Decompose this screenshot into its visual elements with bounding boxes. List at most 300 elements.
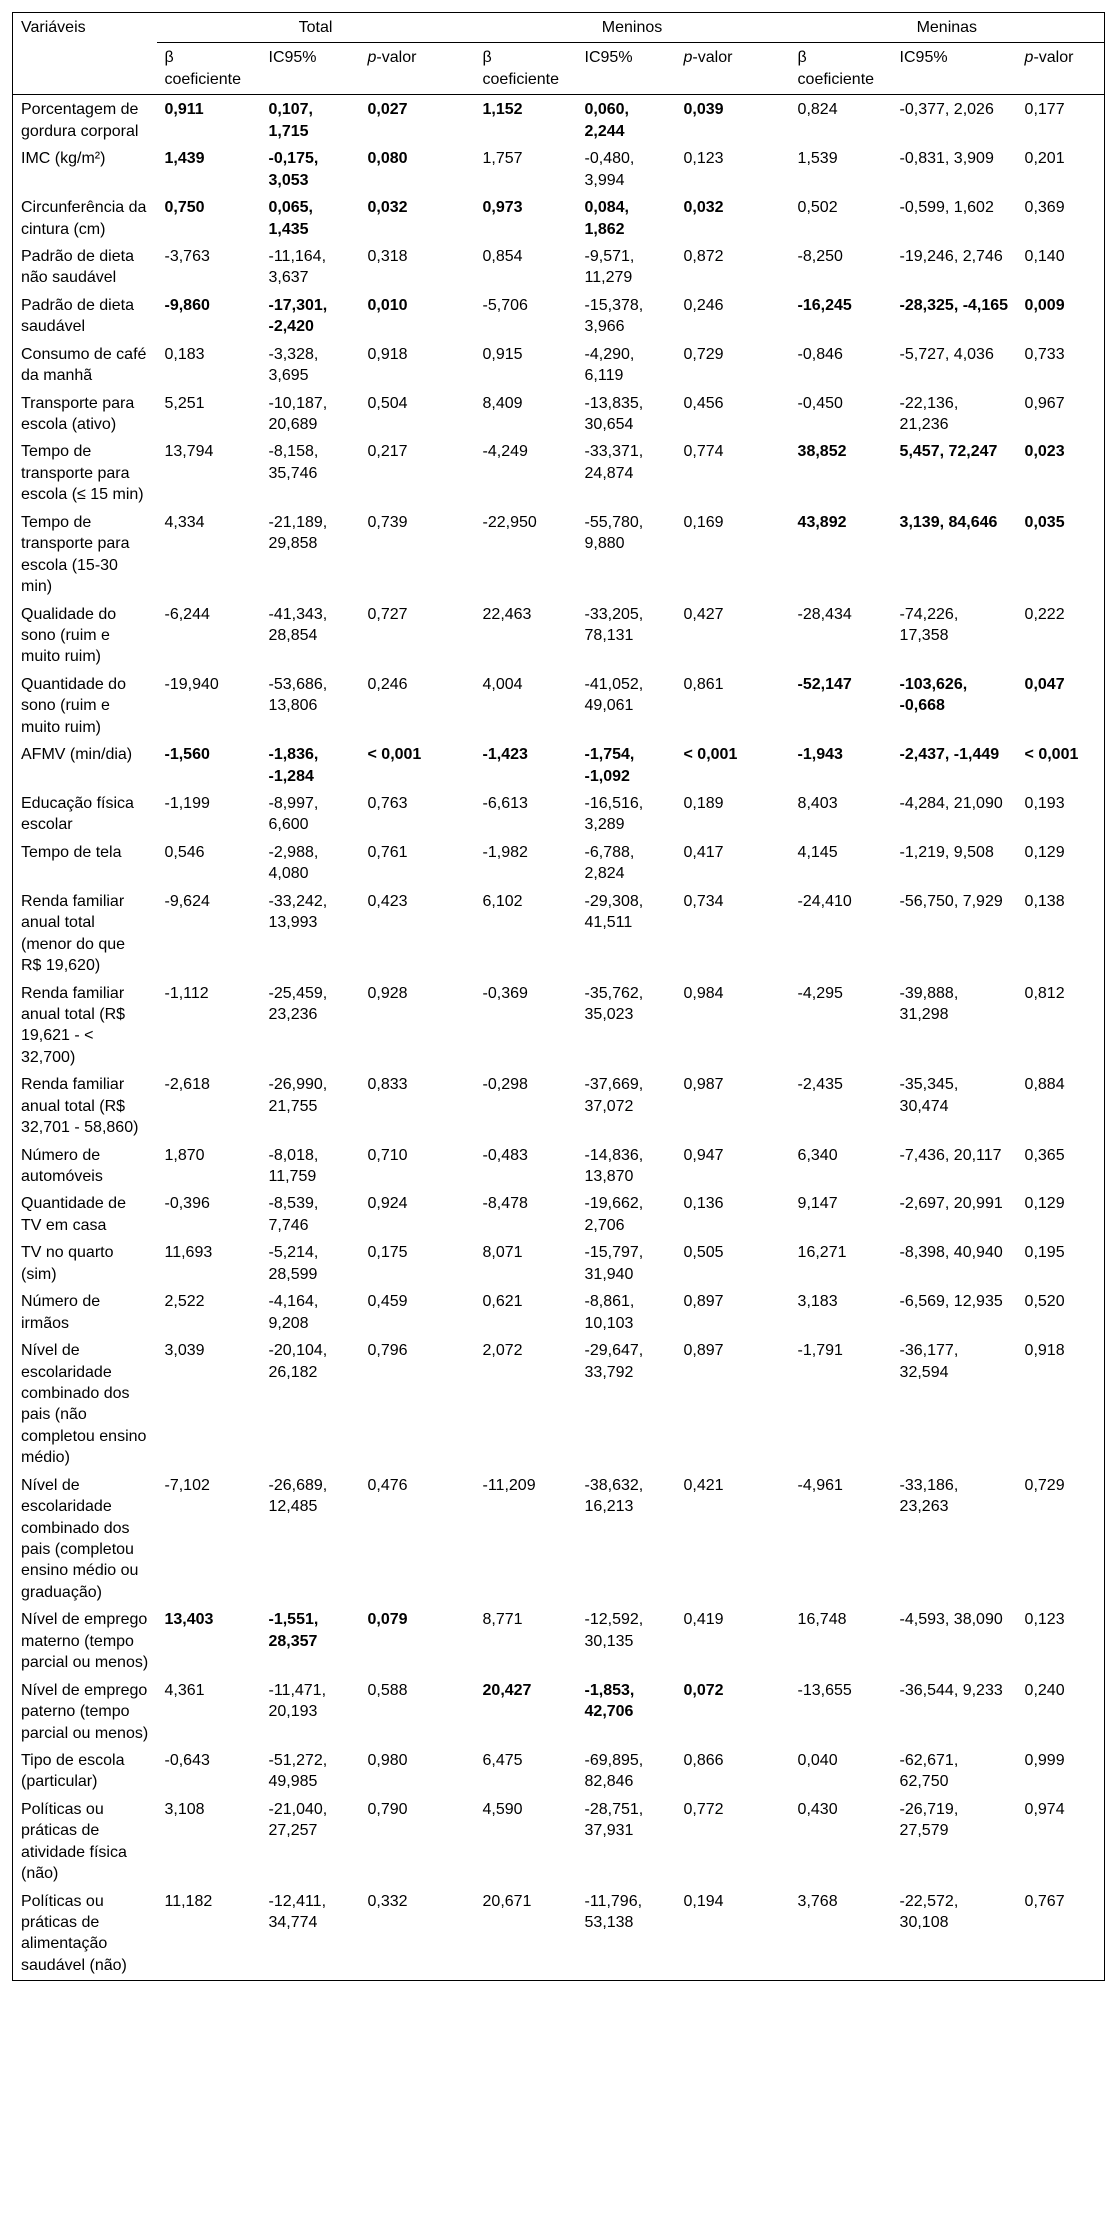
- cell-total-p-value: < 0,001: [367, 746, 422, 764]
- cell-total-beta: 1,870: [164, 1146, 205, 1164]
- cell-boys-beta: 0,854: [482, 247, 523, 265]
- cell-girls-ic95: -22,136, 21,236: [899, 394, 959, 433]
- cell-total-beta: 4,361: [164, 1681, 205, 1699]
- cell-boys-beta: -6,613: [482, 795, 528, 812]
- cell-girls-p-value: 0,193: [1024, 795, 1065, 812]
- cell-girls-ic95: -36,177, 32,594: [899, 1342, 959, 1381]
- cell-total-p-value: 0,739: [367, 513, 408, 531]
- cell-girls-ic95: -6,569, 12,935: [899, 1293, 1003, 1311]
- cell-total-ic95: -20,104, 26,182: [268, 1342, 328, 1381]
- cell-total-p-value: 0,032: [367, 199, 408, 217]
- cell-girls-p-value: 0,520: [1024, 1293, 1065, 1311]
- cell-boys-beta: 20,671: [482, 1892, 532, 1910]
- cell-total-p-value: 0,027: [367, 101, 408, 119]
- header-group-boys: Meninos: [475, 13, 790, 43]
- cell-boys-ic95: -1,853, 42,706: [584, 1681, 635, 1721]
- cell-total-beta: -0,643: [164, 1751, 210, 1769]
- cell-boys-beta: -8,478: [482, 1195, 528, 1213]
- cell-boys-p-value: < 0,001: [683, 746, 738, 764]
- cell-girls-beta: 4,145: [797, 843, 838, 861]
- cell-total-ic95: -17,301, -2,420: [268, 296, 328, 336]
- cell-total-p-value: 0,761: [367, 843, 408, 861]
- cell-girls-ic95: -2,697, 20,991: [899, 1195, 1003, 1213]
- header-p-value-suffix: -valor: [1033, 49, 1074, 67]
- cell-total-beta: -1,112: [164, 984, 209, 1002]
- cell-boys-p-value: 0,427: [683, 605, 724, 623]
- cell-total-beta: 4,334: [164, 513, 205, 531]
- cell-total-ic95: -11,164, 3,637: [268, 247, 327, 287]
- cell-total-ic95: -21,189, 29,858: [268, 513, 328, 553]
- cell-total-p-value: 0,332: [367, 1892, 408, 1910]
- cell-total-ic95: -2,988, 4,080: [268, 843, 319, 883]
- cell-girls-p-value: 0,177: [1024, 101, 1065, 119]
- cell-boys-ic95: -29,308, 41,511: [584, 892, 644, 932]
- cell-total-beta: 3,108: [164, 1800, 205, 1818]
- cell-boys-beta: 2,072: [482, 1342, 523, 1360]
- variable-name: Renda familiar anual total (R$ 19,621 - < 32,700): [21, 984, 126, 1066]
- cell-boys-ic95: -6,788, 2,824: [584, 843, 635, 883]
- cell-boys-beta: 8,771: [482, 1611, 523, 1629]
- cell-girls-ic95: -0,831, 3,909: [899, 150, 994, 168]
- header-group-girls: Meninas: [790, 13, 1105, 43]
- cell-boys-beta: 6,475: [482, 1751, 523, 1769]
- cell-boys-p-value: 0,417: [683, 843, 724, 861]
- variable-name: Padrão de dieta não saudável: [21, 247, 134, 287]
- cell-girls-beta: 16,271: [797, 1244, 847, 1262]
- cell-total-ic95: -8,018, 11,759: [268, 1146, 319, 1185]
- header-p-value: [360, 43, 475, 95]
- table-row: [13, 510, 1105, 602]
- cell-boys-ic95: -1,754, -1,092: [584, 746, 635, 785]
- table-row: [13, 1240, 1105, 1289]
- cell-total-beta: -9,860: [164, 296, 210, 314]
- cell-boys-beta: -1,423: [482, 746, 528, 764]
- cell-boys-beta: 6,102: [482, 892, 523, 910]
- results-table-container: [12, 12, 1104, 1981]
- cell-girls-ic95: -19,246, 2,746: [899, 247, 1003, 265]
- cell-boys-ic95: -19,662, 2,706: [584, 1195, 644, 1234]
- table-row: [13, 981, 1105, 1073]
- variable-name: Tempo de transporte para escola (≤ 15 min): [21, 443, 144, 504]
- cell-girls-beta: 16,748: [797, 1611, 847, 1629]
- variable-name: Qualidade do sono (ruim e muito ruim): [21, 605, 117, 666]
- cell-girls-p-value: 0,812: [1024, 984, 1065, 1002]
- cell-boys-ic95: 0,084, 1,862: [584, 199, 629, 238]
- cell-girls-ic95: -2,437, -1,449: [899, 746, 1000, 764]
- cell-total-beta: 13,794: [164, 443, 214, 461]
- table-row: [13, 1473, 1105, 1608]
- cell-girls-beta: 0,430: [797, 1800, 838, 1818]
- cell-girls-beta: -13,655: [797, 1681, 852, 1699]
- cell-boys-ic95: -15,797, 31,940: [584, 1244, 644, 1283]
- cell-girls-ic95: -7,436, 20,117: [899, 1146, 1002, 1164]
- cell-girls-p-value: 0,129: [1024, 843, 1065, 861]
- variable-name: Circunferência da cintura (cm): [21, 199, 147, 238]
- table-row: [13, 672, 1105, 742]
- cell-boys-ic95: -33,205, 78,131: [584, 605, 644, 644]
- cell-girls-p-value: < 0,001: [1024, 746, 1079, 764]
- cell-girls-ic95: -0,599, 1,602: [899, 199, 994, 217]
- cell-total-p-value: 0,790: [367, 1800, 408, 1818]
- cell-boys-p-value: 0,419: [683, 1611, 724, 1629]
- cell-girls-ic95: -8,398, 40,940: [899, 1244, 1003, 1262]
- table-row: [13, 1678, 1105, 1748]
- cell-total-ic95: -41,343, 28,854: [268, 605, 328, 644]
- header-sub-row: [13, 43, 1105, 95]
- table-row: [13, 1143, 1105, 1192]
- cell-boys-ic95: -29,647, 33,792: [584, 1342, 644, 1381]
- cell-total-beta: 0,183: [164, 345, 205, 363]
- cell-boys-beta: 4,590: [482, 1800, 523, 1818]
- cell-boys-beta: -4,249: [482, 443, 528, 461]
- cell-girls-beta: 0,040: [797, 1751, 838, 1769]
- cell-total-ic95: -51,272, 49,985: [268, 1751, 328, 1791]
- cell-boys-p-value: 0,987: [683, 1076, 724, 1094]
- cell-total-ic95: -25,459, 23,236: [268, 984, 328, 1023]
- variable-name: Renda familiar anual total (menor do que R$ 19,620): [21, 892, 126, 975]
- cell-girls-p-value: 0,733: [1024, 345, 1065, 363]
- cell-boys-p-value: 0,897: [683, 1293, 724, 1311]
- cell-girls-beta: -0,450: [797, 394, 843, 412]
- cell-boys-ic95: -28,751, 37,931: [584, 1800, 644, 1840]
- table-row: [13, 1072, 1105, 1142]
- variable-name: Tempo de tela: [21, 843, 122, 861]
- cell-total-beta: 3,039: [164, 1342, 205, 1360]
- cell-boys-beta: 0,915: [482, 345, 523, 363]
- cell-girls-p-value: 0,140: [1024, 247, 1065, 265]
- cell-girls-beta: -16,245: [797, 296, 852, 314]
- header-ic95: IC95%: [892, 43, 1017, 95]
- cell-girls-beta: -4,295: [797, 984, 843, 1002]
- cell-total-beta: 5,251: [164, 394, 205, 412]
- variable-name: Quantidade de TV em casa: [21, 1195, 126, 1234]
- cell-total-beta: -3,763: [164, 247, 210, 265]
- cell-girls-p-value: 0,967: [1024, 394, 1065, 412]
- cell-girls-beta: -4,961: [797, 1476, 843, 1494]
- cell-boys-ic95: -69,895, 82,846: [584, 1751, 644, 1791]
- cell-girls-ic95: 5,457, 72,247: [899, 443, 998, 461]
- cell-girls-ic95: -4,284, 21,090: [899, 795, 1003, 812]
- cell-girls-p-value: 0,035: [1024, 513, 1065, 531]
- variable-name: Políticas ou práticas de atividade física (não): [21, 1800, 127, 1883]
- cell-total-beta: -7,102: [164, 1476, 210, 1494]
- header-ic95: IC95%: [261, 43, 360, 95]
- cell-total-beta: 11,693: [164, 1244, 213, 1262]
- header-p-value-italic: p: [367, 49, 377, 67]
- cell-total-ic95: 0,065, 1,435: [268, 199, 313, 238]
- cell-boys-p-value: 0,505: [683, 1244, 724, 1262]
- cell-boys-beta: 8,409: [482, 394, 523, 412]
- cell-total-p-value: 0,727: [367, 605, 408, 623]
- cell-girls-beta: -52,147: [797, 675, 852, 693]
- cell-boys-p-value: 0,189: [683, 795, 724, 812]
- cell-boys-p-value: 0,421: [683, 1476, 724, 1494]
- variable-name: Padrão de dieta saudável: [21, 296, 134, 336]
- cell-girls-ic95: -36,544, 9,233: [899, 1681, 1003, 1699]
- variable-name: Educação física escolar: [21, 795, 134, 834]
- table-row: [13, 1607, 1105, 1677]
- cell-boys-beta: -0,369: [482, 984, 528, 1002]
- variable-name: Consumo de café da manhã: [21, 345, 147, 385]
- variable-name: Políticas ou práticas de alimentação saudável (não): [21, 1892, 127, 1974]
- cell-girls-p-value: 0,884: [1024, 1076, 1065, 1094]
- cell-girls-p-value: 0,767: [1024, 1892, 1065, 1910]
- cell-boys-p-value: 0,169: [683, 513, 724, 531]
- cell-total-ic95: -3,328, 3,695: [268, 345, 319, 385]
- header-beta-coefficient: β coeficiente: [790, 43, 892, 95]
- table-row: [13, 889, 1105, 981]
- cell-total-ic95: 0,107, 1,715: [268, 101, 313, 140]
- cell-girls-beta: 0,824: [797, 101, 838, 119]
- cell-total-beta: 0,546: [164, 843, 205, 861]
- cell-boys-ic95: -0,480, 3,994: [584, 150, 635, 189]
- cell-total-beta: -0,396: [164, 1195, 210, 1213]
- cell-total-beta: -6,244: [164, 605, 210, 623]
- cell-girls-beta: -1,791: [797, 1342, 843, 1360]
- header-p-value-suffix: -valor: [376, 49, 417, 67]
- cell-girls-ic95: -22,572, 30,108: [899, 1892, 959, 1931]
- cell-total-p-value: 0,459: [367, 1293, 408, 1311]
- cell-boys-ic95: -14,836, 13,870: [584, 1146, 644, 1185]
- cell-total-p-value: 0,918: [367, 345, 408, 363]
- cell-total-p-value: 0,246: [367, 675, 408, 693]
- cell-total-p-value: 0,476: [367, 1476, 408, 1494]
- header-p-value-suffix: -valor: [692, 49, 733, 67]
- header-p-value: [676, 43, 790, 95]
- cell-total-beta: -19,940: [164, 675, 219, 693]
- cell-total-p-value: 0,423: [367, 892, 408, 910]
- cell-total-beta: 2,522: [164, 1293, 205, 1311]
- cell-total-p-value: 0,796: [367, 1342, 408, 1360]
- cell-total-p-value: 0,924: [367, 1195, 408, 1213]
- cell-boys-ic95: -41,052, 49,061: [584, 675, 644, 715]
- cell-boys-ic95: -8,861, 10,103: [584, 1293, 635, 1332]
- cell-boys-beta: -11,209: [482, 1476, 536, 1494]
- cell-total-p-value: 0,217: [367, 443, 408, 461]
- cell-total-p-value: 0,010: [367, 296, 408, 314]
- header-group-row: [13, 13, 1105, 43]
- table-row: [13, 791, 1105, 840]
- cell-total-beta: -1,560: [164, 746, 210, 764]
- cell-total-beta: 0,750: [164, 199, 205, 217]
- cell-boys-ic95: -55,780, 9,880: [584, 513, 644, 553]
- cell-boys-ic95: -35,762, 35,023: [584, 984, 644, 1023]
- header-ic95: IC95%: [577, 43, 676, 95]
- cell-boys-ic95: -4,290, 6,119: [584, 345, 635, 385]
- header-beta-coefficient: β coeficiente: [475, 43, 577, 95]
- cell-boys-beta: 8,071: [482, 1244, 523, 1262]
- cell-girls-ic95: -26,719, 27,579: [899, 1800, 959, 1840]
- variable-name: Número de irmãos: [21, 1293, 101, 1332]
- cell-boys-ic95: 0,060, 2,244: [584, 101, 629, 140]
- cell-boys-ic95: -38,632, 16,213: [584, 1476, 644, 1516]
- cell-total-p-value: 0,833: [367, 1076, 408, 1094]
- cell-girls-ic95: -74,226, 17,358: [899, 605, 959, 644]
- table-row: [13, 146, 1105, 195]
- header-group-total: Total: [157, 13, 475, 43]
- cell-girls-ic95: -62,671, 62,750: [899, 1751, 959, 1791]
- cell-girls-p-value: 0,729: [1024, 1476, 1065, 1494]
- cell-boys-p-value: 0,984: [683, 984, 724, 1002]
- cell-girls-beta: 6,340: [797, 1146, 838, 1164]
- cell-total-ic95: -0,175, 3,053: [268, 150, 319, 189]
- cell-girls-ic95: 3,139, 84,646: [899, 513, 998, 531]
- cell-total-ic95: -1,551, 28,357: [268, 1611, 319, 1650]
- cell-total-p-value: 0,318: [367, 247, 408, 265]
- cell-girls-ic95: -28,325, -4,165: [899, 296, 1009, 314]
- variable-name: Porcentagem de gordura corporal: [21, 101, 139, 140]
- cell-girls-ic95: -35,345, 30,474: [899, 1076, 959, 1115]
- cell-boys-p-value: 0,872: [683, 247, 724, 265]
- table-row: [13, 391, 1105, 440]
- cell-girls-beta: 38,852: [797, 443, 847, 461]
- cell-total-p-value: 0,710: [367, 1146, 408, 1164]
- cell-girls-p-value: 0,138: [1024, 892, 1065, 910]
- cell-boys-ic95: -9,571, 11,279: [584, 247, 635, 287]
- cell-girls-beta: 43,892: [797, 513, 847, 531]
- cell-total-ic95: -5,214, 28,599: [268, 1244, 319, 1283]
- cell-boys-beta: 1,757: [482, 150, 523, 168]
- cell-total-ic95: -8,539, 7,746: [268, 1195, 319, 1234]
- cell-boys-beta: 1,152: [482, 101, 523, 119]
- header-p-value-italic: p: [1024, 49, 1034, 67]
- cell-total-p-value: 0,763: [367, 795, 408, 812]
- cell-total-ic95: -8,997, 6,600: [268, 795, 319, 834]
- cell-total-p-value: 0,080: [367, 150, 408, 168]
- cell-boys-p-value: 0,772: [683, 1800, 724, 1818]
- cell-total-beta: 1,439: [164, 150, 205, 168]
- cell-boys-beta: -1,982: [482, 843, 528, 861]
- cell-total-ic95: -11,471, 20,193: [268, 1681, 327, 1721]
- variable-name: Renda familiar anual total (R$ 32,701 - 58,860): [21, 1076, 139, 1137]
- table-row: [13, 195, 1105, 244]
- cell-boys-p-value: 0,947: [683, 1146, 724, 1164]
- table-row: [13, 1889, 1105, 1981]
- cell-girls-beta: 1,539: [797, 150, 838, 168]
- cell-boys-p-value: 0,039: [683, 101, 724, 119]
- cell-boys-ic95: -15,378, 3,966: [584, 296, 644, 336]
- cell-total-ic95: -1,836, -1,284: [268, 746, 319, 785]
- cell-boys-p-value: 0,729: [683, 345, 724, 363]
- cell-total-p-value: 0,980: [367, 1751, 408, 1769]
- cell-boys-p-value: 0,774: [683, 443, 724, 461]
- cell-boys-p-value: 0,456: [683, 394, 724, 412]
- table-row: [13, 244, 1105, 293]
- cell-girls-beta: 0,502: [797, 199, 838, 217]
- cell-girls-p-value: 0,222: [1024, 605, 1065, 623]
- cell-boys-p-value: 0,123: [683, 150, 724, 168]
- cell-boys-p-value: 0,866: [683, 1751, 724, 1769]
- cell-boys-beta: 22,463: [482, 605, 532, 623]
- cell-girls-ic95: -33,186, 23,263: [899, 1476, 959, 1516]
- cell-girls-p-value: 0,240: [1024, 1681, 1065, 1699]
- cell-total-p-value: 0,588: [367, 1681, 408, 1699]
- cell-girls-beta: -24,410: [797, 892, 852, 910]
- cell-total-ic95: -21,040, 27,257: [268, 1800, 328, 1840]
- variable-name: Tipo de escola (particular): [21, 1751, 125, 1791]
- cell-total-ic95: -8,158, 35,746: [268, 443, 319, 482]
- variable-name: TV no quarto (sim): [21, 1244, 114, 1283]
- cell-girls-beta: 3,183: [797, 1293, 838, 1311]
- cell-boys-p-value: 0,861: [683, 675, 724, 693]
- cell-total-ic95: -26,990, 21,755: [268, 1076, 328, 1115]
- variable-name: Nível de emprego materno (tempo parcial ou menos): [21, 1611, 149, 1672]
- variable-name: Nível de emprego paterno (tempo parcial ou menos): [21, 1681, 149, 1742]
- cell-girls-beta: -0,846: [797, 345, 843, 363]
- cell-boys-p-value: 0,246: [683, 296, 724, 314]
- cell-total-p-value: 0,928: [367, 984, 408, 1002]
- cell-boys-beta: -0,298: [482, 1076, 528, 1094]
- cell-girls-p-value: 0,195: [1024, 1244, 1065, 1262]
- table-row: [13, 1748, 1105, 1797]
- cell-boys-beta: 4,004: [482, 675, 523, 693]
- cell-total-ic95: -26,689, 12,485: [268, 1476, 328, 1516]
- cell-total-p-value: 0,175: [367, 1244, 408, 1262]
- cell-total-beta: -2,618: [164, 1076, 210, 1094]
- cell-boys-beta: -22,950: [482, 513, 537, 531]
- cell-total-ic95: -4,164, 9,208: [268, 1293, 319, 1332]
- variable-name: Tempo de transporte para escola (15-30 min): [21, 513, 130, 596]
- cell-total-ic95: -10,187, 20,689: [268, 394, 328, 433]
- cell-girls-beta: 9,147: [797, 1195, 838, 1213]
- cell-total-ic95: -53,686, 13,806: [268, 675, 328, 715]
- cell-boys-beta: 0,973: [482, 199, 523, 217]
- cell-total-ic95: -12,411, 34,774: [268, 1892, 327, 1931]
- cell-boys-p-value: 0,072: [683, 1681, 724, 1699]
- cell-girls-ic95: -5,727, 4,036: [899, 345, 994, 363]
- header-variables: Variáveis: [13, 13, 157, 95]
- cell-total-p-value: 0,504: [367, 394, 408, 412]
- cell-boys-ic95: -33,371, 24,874: [584, 443, 644, 482]
- variable-name: IMC (kg/m²): [21, 150, 106, 168]
- cell-boys-p-value: 0,032: [683, 199, 724, 217]
- table-row: [13, 1191, 1105, 1240]
- cell-boys-p-value: 0,897: [683, 1342, 724, 1360]
- cell-boys-beta: -0,483: [482, 1146, 528, 1164]
- header-p-value-italic: p: [683, 49, 693, 67]
- cell-boys-ic95: -37,669, 37,072: [584, 1076, 644, 1115]
- table-row: [13, 1289, 1105, 1338]
- cell-boys-ic95: -12,592, 30,135: [584, 1611, 644, 1650]
- cell-girls-p-value: 0,974: [1024, 1800, 1065, 1818]
- cell-girls-p-value: 0,365: [1024, 1146, 1065, 1164]
- cell-girls-beta: -8,250: [797, 247, 843, 265]
- table-row: [13, 293, 1105, 342]
- cell-boys-ic95: -11,796, 53,138: [584, 1892, 643, 1931]
- cell-girls-ic95: -1,219, 9,508: [899, 843, 994, 861]
- variable-name: Nível de escolaridade combinado dos pais (não completou ensino médio): [21, 1342, 147, 1467]
- cell-girls-p-value: 0,999: [1024, 1751, 1065, 1769]
- header-beta-coefficient: β coeficiente: [157, 43, 261, 95]
- table-row: [13, 742, 1105, 791]
- variable-name: Nível de escolaridade combinado dos pais (completou ensino médio ou graduação): [21, 1476, 139, 1601]
- cell-girls-ic95: -39,888, 31,298: [899, 984, 959, 1023]
- cell-girls-beta: 8,403: [797, 795, 838, 812]
- table-row: [13, 95, 1105, 146]
- cell-girls-beta: 3,768: [797, 1892, 838, 1910]
- table-row: [13, 1338, 1105, 1473]
- cell-girls-beta: -1,943: [797, 746, 843, 764]
- cell-total-beta: -1,199: [164, 795, 210, 812]
- header-p-value: [1017, 43, 1105, 95]
- cell-girls-ic95: -4,593, 38,090: [899, 1611, 1003, 1629]
- variable-name: Quantidade do sono (ruim e muito ruim): [21, 675, 126, 736]
- cell-boys-ic95: -16,516, 3,289: [584, 795, 644, 834]
- cell-boys-beta: 20,427: [482, 1681, 532, 1699]
- cell-total-beta: -9,624: [164, 892, 210, 910]
- cell-boys-p-value: 0,734: [683, 892, 724, 910]
- variable-name: AFMV (min/dia): [21, 746, 133, 764]
